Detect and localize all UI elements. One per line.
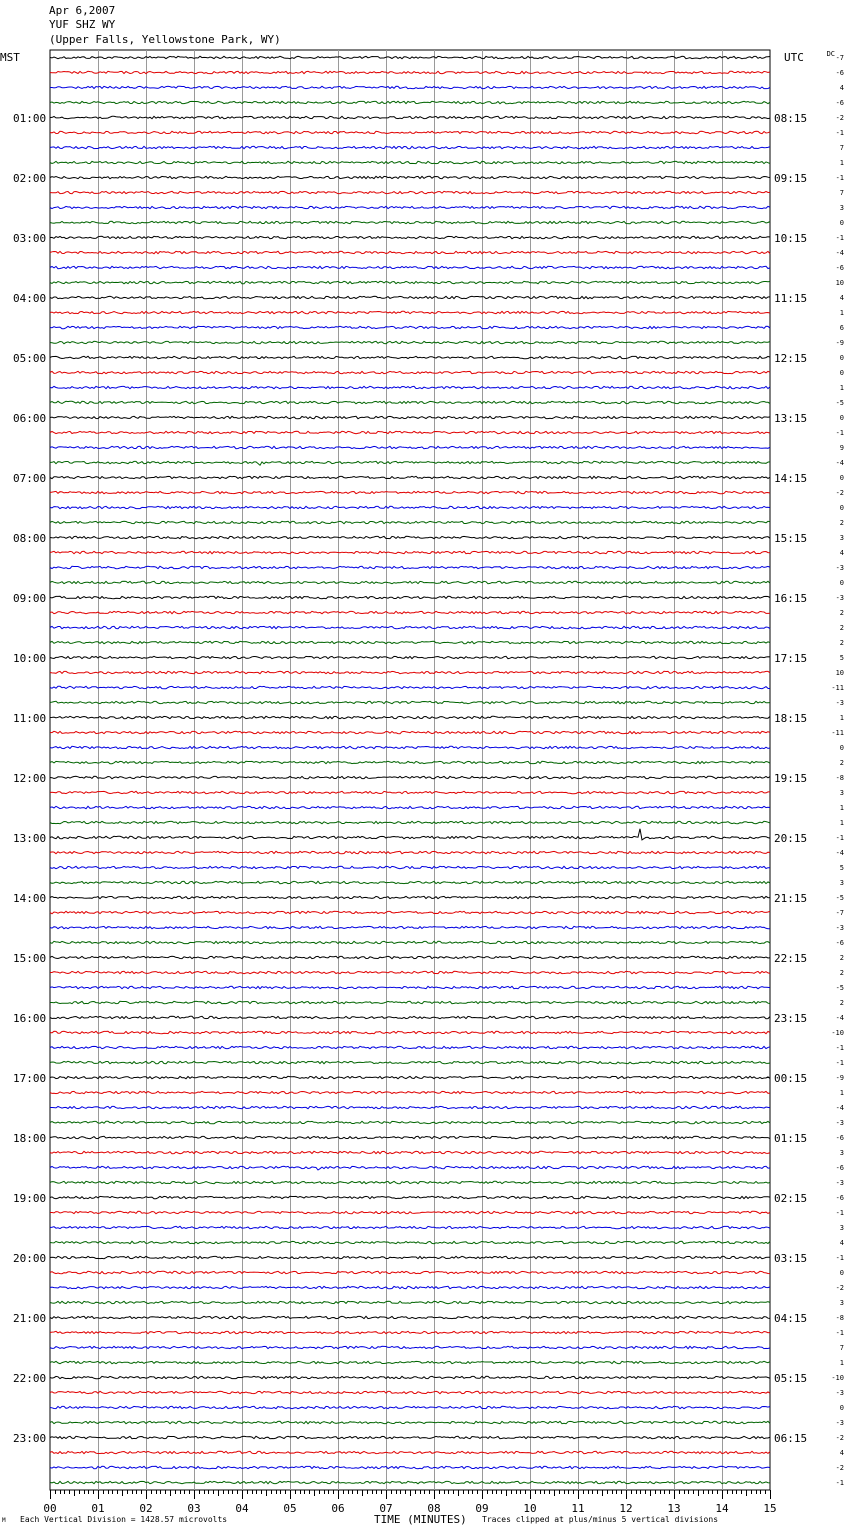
trace-54	[50, 866, 770, 868]
mst-hour-label: 09:00	[13, 591, 47, 605]
x-tick-label: 13	[667, 1502, 681, 1515]
dc-offset-value: 7	[839, 1343, 844, 1352]
trace-84	[50, 1316, 770, 1318]
trace-23	[50, 401, 770, 403]
dc-offset-value: 3	[839, 878, 844, 887]
dc-offset-value: 2	[839, 968, 844, 977]
trace-63	[50, 1001, 770, 1003]
utc-hour-label: 17:15	[774, 651, 808, 665]
trace-12	[50, 236, 770, 238]
trace-76	[50, 1196, 770, 1198]
utc-hour-label: 00:15	[774, 1071, 808, 1085]
trace-50	[50, 806, 770, 808]
trace-20	[50, 356, 770, 358]
x-tick-label: 02	[139, 1502, 153, 1515]
dc-offset-value: -6	[835, 68, 844, 77]
trace-1	[50, 71, 770, 73]
trace-70	[50, 1106, 770, 1108]
dc-offset-value: 0	[839, 413, 844, 422]
trace-68	[50, 1076, 770, 1078]
trace-24	[50, 416, 770, 418]
trace-17	[50, 311, 770, 313]
dc-offset-value: 4	[839, 1448, 844, 1457]
dc-offset-value: -6	[835, 938, 844, 947]
trace-60	[50, 956, 770, 958]
dc-offset-value: -10	[831, 1373, 844, 1382]
dc-offset-value: -9	[835, 338, 844, 347]
trace-78	[50, 1226, 770, 1228]
x-tick-label: 00	[43, 1502, 57, 1515]
mst-hour-label: 01:00	[13, 111, 47, 125]
mst-hour-label: 05:00	[13, 351, 47, 365]
dc-offset-value: 2	[839, 758, 844, 767]
trace-88	[50, 1376, 770, 1378]
utc-hour-label: 11:15	[774, 291, 808, 305]
trace-44	[50, 716, 770, 718]
x-tick-label: 05	[283, 1502, 297, 1515]
trace-47	[50, 761, 770, 763]
x-tick-label: 15	[763, 1502, 777, 1515]
trace-36	[50, 596, 770, 598]
mst-hour-label: 18:00	[13, 1131, 47, 1145]
trace-45	[50, 731, 770, 733]
dc-offset-value: 0	[839, 1268, 844, 1277]
dc-offset-value: -3	[835, 1118, 844, 1127]
dc-title: DC	[826, 50, 835, 58]
dc-offset-value: -6	[835, 263, 844, 272]
dc-offset-value: -1	[835, 1208, 844, 1217]
mst-hour-label: 04:00	[13, 291, 47, 305]
trace-13	[50, 251, 770, 253]
trace-27	[50, 461, 770, 465]
trace-15	[50, 281, 770, 283]
dc-offset-value: -1	[835, 833, 844, 842]
trace-7	[50, 161, 770, 163]
dc-offset-value: -3	[835, 1388, 844, 1397]
mst-hour-label: 21:00	[13, 1311, 47, 1325]
utc-hour-label: 20:15	[774, 831, 808, 845]
dc-offset-value: 0	[839, 218, 844, 227]
trace-91	[50, 1421, 770, 1423]
dc-offset-value: 0	[839, 503, 844, 512]
trace-72	[50, 1136, 770, 1138]
dc-offset-value: -2	[835, 1283, 844, 1292]
dc-offset-value: -4	[835, 1103, 844, 1112]
dc-offset-value: 1	[839, 308, 844, 317]
trace-26	[50, 446, 770, 448]
x-tick-label: 11	[571, 1502, 585, 1515]
dc-offset-value: 0	[839, 1403, 844, 1412]
dc-offset-value: 3	[839, 1148, 844, 1157]
dc-offset-value: 9	[839, 443, 844, 452]
plot-grid	[50, 50, 770, 1490]
mst-hour-label: 16:00	[13, 1011, 47, 1025]
trace-74	[50, 1166, 770, 1170]
dc-offset-value: -2	[835, 113, 844, 122]
utc-hour-label: 04:15	[774, 1311, 808, 1325]
dc-offset-value: -4	[835, 248, 844, 257]
dc-offset-value: 1	[839, 803, 844, 812]
dc-offset-value: -9	[835, 1073, 844, 1082]
trace-29	[50, 491, 770, 493]
dc-offset-value: -5	[835, 983, 844, 992]
dc-offset-value: -1	[835, 428, 844, 437]
trace-8	[50, 176, 770, 178]
trace-22	[50, 386, 770, 388]
dc-offset-value: 1	[839, 713, 844, 722]
dc-offset-value: -6	[835, 98, 844, 107]
mst-hour-label: 07:00	[13, 471, 47, 485]
dc-offset-value: 1	[839, 158, 844, 167]
trace-40	[50, 656, 770, 658]
trace-35	[50, 581, 770, 583]
trace-95	[50, 1481, 770, 1483]
dc-offset-value: -11	[831, 728, 844, 737]
trace-38	[50, 626, 770, 628]
utc-hour-label: 01:15	[774, 1131, 808, 1145]
trace-0	[50, 56, 770, 58]
trace-85	[50, 1331, 770, 1333]
trace-80	[50, 1256, 770, 1258]
trace-4	[50, 116, 770, 118]
trace-71	[50, 1121, 770, 1123]
mst-hour-label: 02:00	[13, 171, 47, 185]
trace-18	[50, 326, 770, 328]
mst-hour-label: 13:00	[13, 831, 47, 845]
trace-89	[50, 1391, 770, 1393]
dc-offset-value: 0	[839, 353, 844, 362]
trace-3	[50, 101, 770, 103]
dc-offset-value: 2	[839, 638, 844, 647]
trace-55	[50, 881, 770, 883]
mst-hour-label: 23:00	[13, 1431, 47, 1445]
x-tick-label: 07	[379, 1502, 393, 1515]
utc-hour-label: 14:15	[774, 471, 808, 485]
trace-57	[50, 911, 770, 913]
dc-offset-value: 10	[835, 278, 844, 287]
trace-14	[50, 266, 770, 268]
dc-offset-value: -6	[835, 1163, 844, 1172]
dc-offset-value: -4	[835, 458, 844, 467]
dc-offset-value: 1	[839, 818, 844, 827]
dc-offset-value: -3	[835, 593, 844, 602]
trace-11	[50, 221, 770, 223]
trace-6	[50, 146, 770, 148]
dc-offset-value: 10	[835, 668, 844, 677]
header-location: (Upper Falls, Yellowstone Park, WY)	[49, 33, 281, 46]
trace-28	[50, 476, 770, 478]
x-tick-label: 01	[91, 1502, 105, 1515]
dc-offset-value: -7	[835, 53, 844, 62]
dc-offset-value: 3	[839, 1298, 844, 1307]
dc-offset-value: -6	[835, 1193, 844, 1202]
trace-34	[50, 566, 770, 568]
utc-hour-label: 16:15	[774, 591, 808, 605]
left-axis-title: MST	[0, 51, 20, 64]
utc-hour-label: 15:15	[774, 531, 808, 545]
trace-43	[50, 701, 770, 703]
trace-41	[50, 671, 770, 673]
dc-offset-value: -11	[831, 683, 844, 692]
header-date: Apr 6,2007	[49, 4, 116, 17]
x-axis-title: TIME (MINUTES)	[374, 1513, 467, 1526]
dc-offset-value: 4	[839, 83, 844, 92]
x-axis	[51, 1490, 771, 1499]
mst-hour-label: 08:00	[13, 531, 47, 545]
dc-offset-value: 0	[839, 743, 844, 752]
trace-51	[50, 821, 770, 823]
trace-2	[50, 86, 770, 88]
dc-offset-value: 3	[839, 533, 844, 542]
trace-58	[50, 926, 770, 928]
mst-hour-label: 10:00	[13, 651, 47, 665]
dc-offset-value: -2	[835, 488, 844, 497]
trace-group	[50, 56, 770, 1483]
trace-9	[50, 191, 770, 193]
dc-offset-value: -3	[835, 1178, 844, 1187]
dc-offset-value: -3	[835, 563, 844, 572]
scale-note: Each Vertical Division = 1428.57 microvolts	[20, 1515, 228, 1524]
trace-82	[50, 1286, 770, 1288]
dc-offset-value: -4	[835, 848, 844, 857]
dc-offset-value: 5	[839, 653, 844, 662]
x-tick-label: 08	[427, 1502, 441, 1515]
utc-hour-label: 18:15	[774, 711, 808, 725]
utc-hour-label: 08:15	[774, 111, 808, 125]
trace-25	[50, 431, 770, 433]
trace-32	[50, 536, 770, 538]
dc-offset-value: -1	[835, 1478, 844, 1487]
dc-offset-value: 2	[839, 953, 844, 962]
dc-offset-value: 1	[839, 1358, 844, 1367]
utc-hour-label: 03:15	[774, 1251, 808, 1265]
mst-hour-label: 12:00	[13, 771, 47, 785]
dc-offset-value: 1	[839, 1088, 844, 1097]
dc-offset-value: -2	[835, 1433, 844, 1442]
trace-46	[50, 746, 770, 748]
trace-67	[50, 1061, 770, 1063]
dc-offset-value: 2	[839, 518, 844, 527]
trace-73	[50, 1151, 770, 1153]
dc-offset-value: 4	[839, 1238, 844, 1247]
trace-42	[50, 686, 770, 688]
trace-92	[50, 1436, 770, 1438]
dc-offset-value: -1	[835, 1058, 844, 1067]
trace-39	[50, 641, 770, 643]
trace-10	[50, 206, 770, 208]
dc-offset-value: -2	[835, 1463, 844, 1472]
dc-offset-value: -3	[835, 923, 844, 932]
trace-93	[50, 1451, 770, 1453]
dc-offset-value: -1	[835, 233, 844, 242]
trace-75	[50, 1181, 770, 1183]
trace-65	[50, 1031, 770, 1033]
trace-62	[50, 986, 770, 988]
trace-61	[50, 971, 770, 973]
trace-77	[50, 1211, 770, 1213]
dc-offset-value: -1	[835, 1253, 844, 1262]
utc-hour-label: 23:15	[774, 1011, 808, 1025]
trace-87	[50, 1361, 770, 1363]
x-tick-label: 12	[619, 1502, 633, 1515]
dc-offset-value: -7	[835, 908, 844, 917]
utc-hour-label: 02:15	[774, 1191, 808, 1205]
clip-note: Traces clipped at plus/minus 5 vertical divisions	[482, 1515, 719, 1524]
trace-16	[50, 296, 770, 298]
utc-hour-label: 13:15	[774, 411, 808, 425]
dc-offset-value: -5	[835, 398, 844, 407]
dc-offset-value: -4	[835, 1013, 844, 1022]
dc-offset-value: 0	[839, 473, 844, 482]
trace-31	[50, 521, 770, 523]
x-tick-label: 14	[715, 1502, 729, 1515]
dc-offset-value: -1	[835, 128, 844, 137]
trace-52	[50, 829, 770, 840]
dc-offset-value: 0	[839, 578, 844, 587]
dc-offset-value: -3	[835, 698, 844, 707]
trace-56	[50, 896, 770, 898]
trace-90	[50, 1406, 770, 1408]
trace-66	[50, 1046, 770, 1048]
dc-offset-value: 0	[839, 368, 844, 377]
trace-5	[50, 131, 770, 133]
x-tick-label: 09	[475, 1502, 489, 1515]
trace-64	[50, 1016, 770, 1018]
dc-offset-value: 7	[839, 188, 844, 197]
x-tick-label: 06	[331, 1502, 345, 1515]
utc-hour-label: 12:15	[774, 351, 808, 365]
dc-offset-value: 7	[839, 143, 844, 152]
mst-hour-label: 14:00	[13, 891, 47, 905]
mst-hour-label: 03:00	[13, 231, 47, 245]
mst-hour-label: 06:00	[13, 411, 47, 425]
dc-offset-value: 2	[839, 998, 844, 1007]
dc-offset-value: -5	[835, 893, 844, 902]
dc-offset-value: 3	[839, 1223, 844, 1232]
mst-hour-label: 20:00	[13, 1251, 47, 1265]
dc-offset-value: 2	[839, 623, 844, 632]
mst-hour-label: 22:00	[13, 1371, 47, 1385]
utc-hour-label: 19:15	[774, 771, 808, 785]
utc-hour-label: 21:15	[774, 891, 808, 905]
dc-offset-value: 1	[839, 383, 844, 392]
dc-offset-value: -8	[835, 1313, 844, 1322]
mst-hour-label: 19:00	[13, 1191, 47, 1205]
trace-86	[50, 1346, 770, 1348]
mst-hour-label: 11:00	[13, 711, 47, 725]
plot-frame	[50, 50, 770, 1490]
dc-offset-value: -6	[835, 1133, 844, 1142]
dc-offset-value: 5	[839, 863, 844, 872]
dc-offset-value: 3	[839, 788, 844, 797]
x-tick-label: 04	[235, 1502, 249, 1515]
trace-30	[50, 506, 770, 508]
dc-offset-value: 6	[839, 323, 844, 332]
trace-94	[50, 1466, 770, 1468]
trace-33	[50, 551, 770, 553]
utc-hour-label: 06:15	[774, 1431, 808, 1445]
mst-hour-label: 17:00	[13, 1071, 47, 1085]
x-tick-label: 10	[523, 1502, 537, 1515]
dc-offset-value: 4	[839, 548, 844, 557]
trace-59	[50, 941, 770, 943]
trace-48	[50, 776, 770, 778]
dc-offset-value: 3	[839, 203, 844, 212]
utc-hour-label: 05:15	[774, 1371, 808, 1385]
header-station: YUF SHZ WY	[49, 18, 116, 31]
trace-37	[50, 611, 770, 613]
utc-hour-label: 22:15	[774, 951, 808, 965]
right-axis-title: UTC	[784, 51, 804, 64]
dc-offset-value: -1	[835, 1043, 844, 1052]
utc-hour-label: 09:15	[774, 171, 808, 185]
dc-offset-value: 4	[839, 293, 844, 302]
x-tick-label: 03	[187, 1502, 201, 1515]
mst-hour-label: 15:00	[13, 951, 47, 965]
trace-21	[50, 371, 770, 373]
trace-53	[50, 851, 770, 853]
trace-81	[50, 1271, 770, 1273]
dc-offset-value: -3	[835, 1418, 844, 1427]
trace-19	[50, 341, 770, 343]
dc-offset-value: -1	[835, 1328, 844, 1337]
utc-hour-label: 10:15	[774, 231, 808, 245]
trace-69	[50, 1091, 770, 1093]
trace-83	[50, 1301, 770, 1303]
dc-offset-value: 2	[839, 608, 844, 617]
dc-offset-value: -8	[835, 773, 844, 782]
trace-79	[50, 1241, 770, 1243]
corner-mark: M	[2, 1517, 6, 1524]
dc-offset-value: -1	[835, 173, 844, 182]
dc-offset-value: -10	[831, 1028, 844, 1037]
trace-49	[50, 791, 770, 793]
